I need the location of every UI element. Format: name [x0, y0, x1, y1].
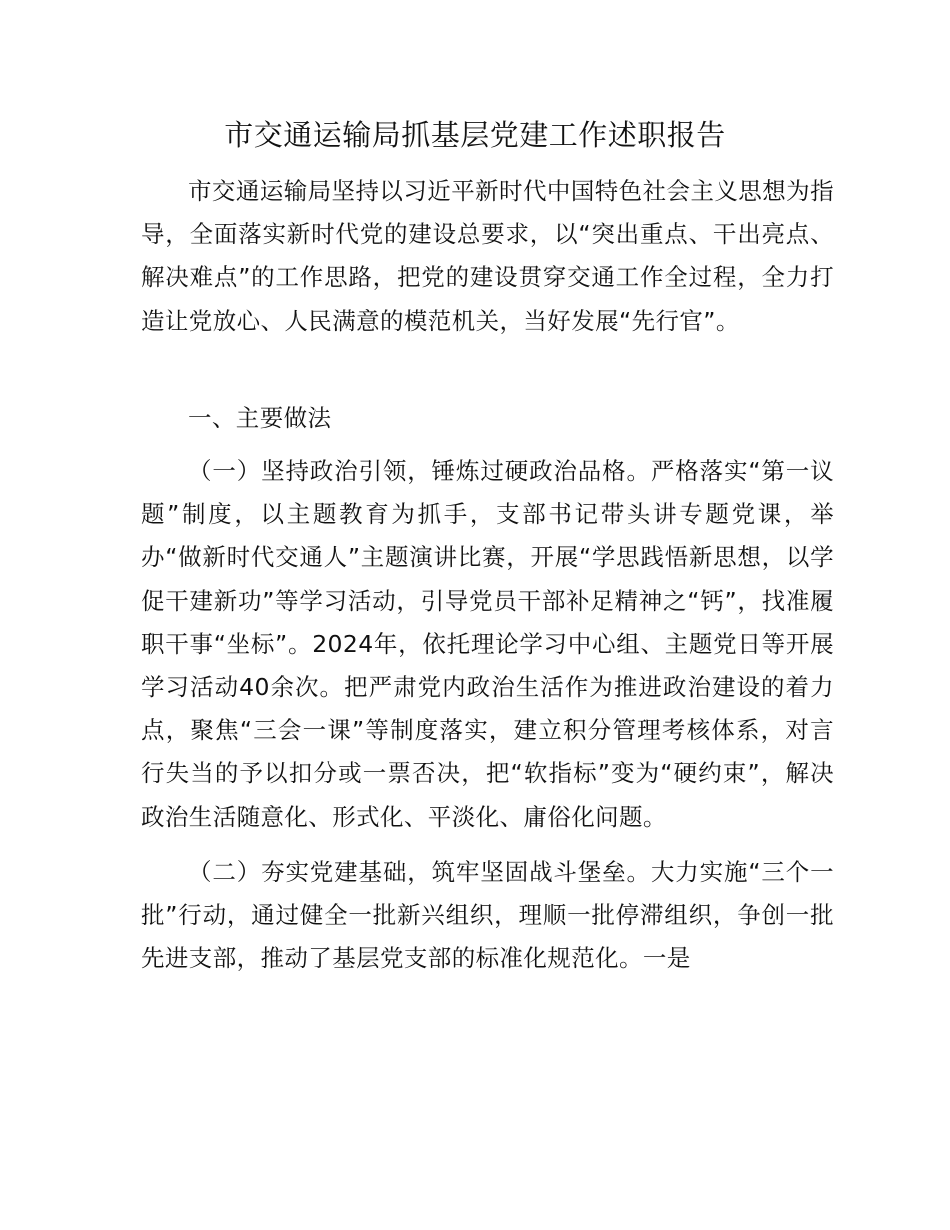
item-1-paragraph: （一）坚持政治引领，锤炼过硬政治品格。严格落实“第一议题”制度，以主题教育为抓手，支部书记带头讲专题党课，举办“做新时代交通人”主题演讲比赛，开展“学思践悟新思想，以学促干建新功”等学习活动，引导党员干部补足精神之“钙”，找准履职干事“坐标”。2024年，依托理论学习中心组、主题党日等开展学习活动40余次。把严肃党内政治生活作为推进政治建设的着力点，聚焦“三会一课”等制度落实，建立积分管理考核体系，对言行失当的予以扣分或一票否决，把“软指标”变为“硬约束”，解决政治生活随意化、形式化、平淡化、庸俗化问题。 — [141, 457, 834, 831]
document-title: 市交通运输局抓基层党建工作述职报告 — [224, 118, 726, 152]
item-2-paragraph: （二）夯实党建基础，筑牢坚固战斗堡垒。大力实施“三个一批”行动，通过健全一批新兴组织，理顺一批停滞组织，争创一批先进支部，推动了基层党支部的标准化规范化。一是 — [141, 858, 834, 973]
section-heading: 一、主要做法 — [188, 404, 332, 432]
intro-paragraph: 市交通运输局坚持以习近平新时代中国特色社会主义思想为指导，全面落实新时代党的建设总要求，以“突出重点、干出亮点、解决难点”的工作思路，把党的建设贯穿交通工作全过程，全力打造让党放心、人民满意的模范机关，当好发展“先行官”。 — [141, 177, 834, 335]
